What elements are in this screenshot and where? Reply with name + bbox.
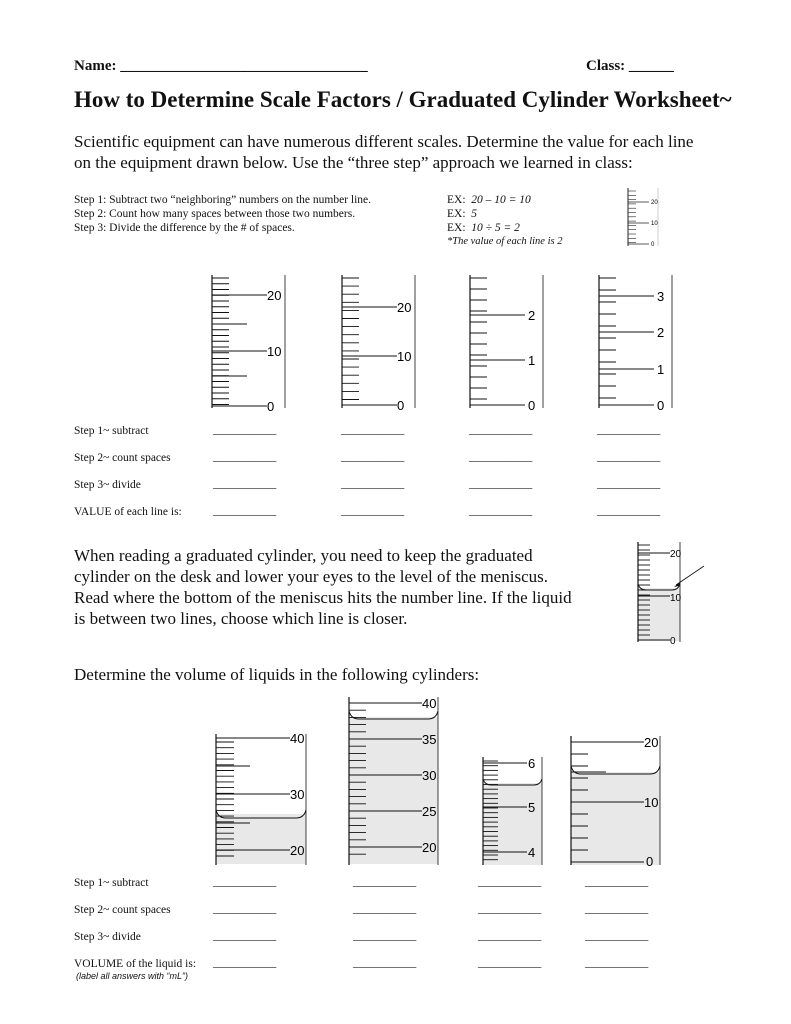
part1-answer-3-3[interactable]: ___________ <box>469 478 533 490</box>
cylinder-3-label-6: 6 <box>528 756 536 771</box>
steps-list <box>74 193 371 235</box>
ex2-value: 5 <box>471 208 478 220</box>
reading-line-1: When reading a graduated cylinder, you need to keep the graduated <box>74 546 533 565</box>
step-3-text: Step 3: Divide the difference by the # of spaces. <box>74 222 295 234</box>
part2-answer-3-2[interactable]: ___________ <box>353 930 417 942</box>
cylinder-1-label-30: 30 <box>290 787 305 802</box>
part1-answer-2-1[interactable]: ___________ <box>213 451 277 463</box>
part1-answer-1-4[interactable]: ___________ <box>597 424 661 436</box>
part2-answer-3-4[interactable]: ___________ <box>585 930 649 942</box>
scale-4-label-0: 0 <box>657 398 665 413</box>
example-scale <box>620 186 665 250</box>
page-title: How to Determine Scale Factors / Graduated Cylinder Worksheet~ <box>74 87 732 112</box>
meniscus-label-10: 10 <box>670 593 682 604</box>
class-blank[interactable]: ______ <box>628 58 674 74</box>
scale-2-label-10: 10 <box>397 349 412 364</box>
part2-answer-1-2[interactable]: ___________ <box>353 876 417 888</box>
examples-list <box>447 193 562 249</box>
scale-1-label-10: 10 <box>267 344 282 359</box>
reading-line-4: is between two lines, choose which line is closer. <box>74 609 408 628</box>
cylinder-4 <box>566 734 666 867</box>
part2-answer-3-3[interactable]: ___________ <box>478 930 542 942</box>
part2-answer-4-4[interactable]: ___________ <box>585 957 649 969</box>
part2-row-label-3: Step 3~ divide <box>74 931 141 943</box>
part2-answer-2-3[interactable]: ___________ <box>478 903 542 915</box>
part1-row-label-4: VALUE of each line is: <box>74 506 182 518</box>
part1-answer-1-1[interactable]: ___________ <box>213 424 277 436</box>
example-label-20: 20 <box>651 200 658 206</box>
example-note: *The value of each line is 2 <box>447 236 563 247</box>
part1-row-label-1: Step 1~ subtract <box>74 425 149 437</box>
reading-paragraph <box>74 545 624 629</box>
cylinder-1-label-20: 20 <box>290 843 305 858</box>
cylinder-3-label-4: 4 <box>528 845 536 860</box>
intro-line-1: Scientific equipment can have numerous different scales. Determine the value for each line <box>74 132 694 151</box>
scale-3-label-2: 2 <box>528 308 536 323</box>
ex1-label: EX: <box>447 194 466 206</box>
cylinder-2-label-30: 30 <box>422 768 437 783</box>
part1-answer-2-3[interactable]: ___________ <box>469 451 533 463</box>
part2-answer-1-3[interactable]: ___________ <box>478 876 542 888</box>
scale-1-label-0: 0 <box>267 399 275 414</box>
scale-1-label-20: 20 <box>267 288 282 303</box>
part2-row-label-1: Step 1~ subtract <box>74 877 149 889</box>
cylinder-4-label-20: 20 <box>644 735 659 750</box>
part1-row-label-2: Step 2~ count spaces <box>74 452 171 464</box>
part2-answer-1-4[interactable]: ___________ <box>585 876 649 888</box>
scale-3 <box>463 272 548 412</box>
name-field <box>74 58 368 75</box>
cylinder-4-label-10: 10 <box>644 795 659 810</box>
cylinder-1 <box>210 732 310 867</box>
cylinder-3-label-5: 5 <box>528 800 536 815</box>
scale-2-label-20: 20 <box>397 300 412 315</box>
part1-answer-3-1[interactable]: ___________ <box>213 478 277 490</box>
part2-answer-4-1[interactable]: ___________ <box>213 957 277 969</box>
reading-line-2: cylinder on the desk and lower your eyes to the level of the meniscus. <box>74 567 548 586</box>
part2-row-label-4: VOLUME of the liquid is: <box>74 958 197 970</box>
reading-line-3: Read where the bottom of the meniscus hits the number line. If the liquid <box>74 588 572 607</box>
part1-answer-2-4[interactable]: ___________ <box>597 451 661 463</box>
ex3-label: EX: <box>447 222 466 234</box>
part2-answer-2-2[interactable]: ___________ <box>353 903 417 915</box>
name-label: Name: <box>74 58 117 74</box>
cylinder-4-label-0: 0 <box>646 854 654 869</box>
part2-answer-4-2[interactable]: ___________ <box>353 957 417 969</box>
intro-text <box>74 131 693 173</box>
part1-answer-4-2[interactable]: ___________ <box>341 505 405 517</box>
scale-2 <box>335 272 420 412</box>
ex3-value: 10 ÷ 5 = 2 <box>471 222 520 234</box>
cylinder-2-label-20: 20 <box>422 840 437 855</box>
ex1-value: 20 – 10 = 10 <box>471 194 531 206</box>
part2-row-label-2: Step 2~ count spaces <box>74 904 171 916</box>
scale-4 <box>592 272 677 412</box>
step-1-text: Step 1: Subtract two “neighboring” numbers on the number line. <box>74 194 372 206</box>
meniscus-label-20: 20 <box>670 549 682 560</box>
scale-4-label-3: 3 <box>657 289 665 304</box>
example-label-0: 0 <box>651 242 655 248</box>
part1-row-label-3: Step 3~ divide <box>74 479 141 491</box>
determine-heading: Determine the volume of liquids in the following cylinders: <box>74 665 480 684</box>
scale-3-label-0: 0 <box>528 398 536 413</box>
part2-answer-2-1[interactable]: ___________ <box>213 903 277 915</box>
class-field <box>586 58 674 75</box>
part1-answer-3-4[interactable]: ___________ <box>597 478 661 490</box>
part2-note: (label all answers with “mL”) <box>76 971 189 981</box>
ex2-label: EX: <box>447 208 466 220</box>
part2-answer-2-4[interactable]: ___________ <box>585 903 649 915</box>
cylinder-2-label-40: 40 <box>422 696 437 711</box>
scale-4-label-1: 1 <box>657 362 665 377</box>
step-2-text: Step 2: Count how many spaces between those two numbers. <box>74 208 356 220</box>
part1-answer-2-2[interactable]: ___________ <box>341 451 405 463</box>
class-label: Class: <box>586 58 626 74</box>
cylinder-3 <box>479 755 545 867</box>
scale-3-label-1: 1 <box>528 353 536 368</box>
part1-answer-4-1[interactable]: ___________ <box>213 505 277 517</box>
part1-answer-1-3[interactable]: ___________ <box>469 424 533 436</box>
cylinder-1-label-40: 40 <box>290 731 305 746</box>
cylinder-2-label-35: 35 <box>422 732 437 747</box>
part2-answer-4-3[interactable]: ___________ <box>478 957 542 969</box>
cylinder-2-label-25: 25 <box>422 804 437 819</box>
meniscus-label-0: 0 <box>670 636 676 647</box>
part2-answer-3-1[interactable]: ___________ <box>213 930 277 942</box>
cylinder-2 <box>344 695 444 867</box>
part1-answer-4-3[interactable]: ___________ <box>469 505 533 517</box>
meniscus-example-cylinder <box>632 540 707 645</box>
name-blank[interactable]: _________________________________ <box>120 58 368 74</box>
part2-answer-1-1[interactable]: ___________ <box>213 876 277 888</box>
part1-answer-4-4[interactable]: ___________ <box>597 505 661 517</box>
scale-4-label-2: 2 <box>657 325 665 340</box>
intro-line-2: on the equipment drawn below. Use the “three step” approach we learned in class: <box>74 153 633 172</box>
example-label-10: 10 <box>651 221 658 227</box>
scale-1 <box>205 272 290 412</box>
part1-answer-3-2[interactable]: ___________ <box>341 478 405 490</box>
scale-2-label-0: 0 <box>397 398 405 413</box>
part1-answer-1-2[interactable]: ___________ <box>341 424 405 436</box>
